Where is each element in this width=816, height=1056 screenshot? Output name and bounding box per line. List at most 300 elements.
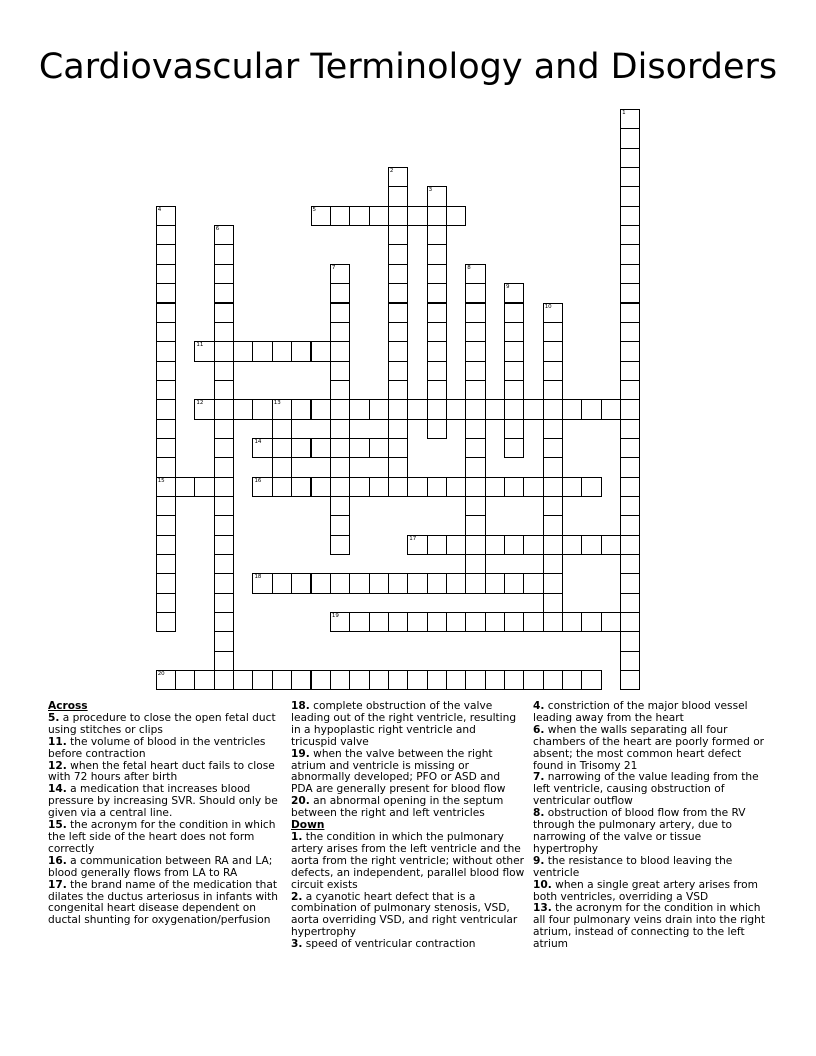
grid-cell[interactable] [156, 264, 176, 284]
grid-cell[interactable] [427, 535, 447, 555]
grid-cell[interactable] [620, 457, 640, 477]
grid-cell[interactable] [330, 341, 350, 361]
grid-cell[interactable] [156, 341, 176, 361]
grid-cell[interactable] [272, 419, 292, 439]
grid-cell[interactable] [465, 477, 485, 497]
grid-cell[interactable] [214, 244, 234, 264]
grid-cell[interactable] [465, 612, 485, 632]
grid-cell[interactable] [601, 612, 621, 632]
clue-across-16: 16. a communication between RA and LA; blood generally flows from LA to RA [48, 854, 273, 879]
grid-cell[interactable] [427, 206, 447, 226]
grid-cell[interactable] [156, 477, 176, 497]
grid-cell[interactable] [620, 341, 640, 361]
grid-cell[interactable] [543, 361, 563, 381]
grid-cell[interactable] [465, 554, 485, 574]
grid-cell[interactable] [349, 206, 369, 226]
grid-cell[interactable] [369, 438, 389, 458]
grid-cell[interactable] [543, 303, 563, 323]
clue-down-10: 10. when a single great artery arises from both ventricles, overriding a VSD [533, 878, 758, 903]
grid-cell[interactable] [465, 438, 485, 458]
clue-number: 10 [544, 303, 552, 310]
clue-number: 7 [331, 264, 336, 271]
grid-cell[interactable] [581, 612, 601, 632]
grid-cell[interactable] [156, 438, 176, 458]
grid-cell[interactable] [504, 670, 524, 690]
grid-cell[interactable] [388, 670, 408, 690]
grid-cell[interactable] [252, 341, 272, 361]
grid-cell[interactable] [194, 399, 214, 419]
grid-cell[interactable] [523, 670, 543, 690]
grid-cell[interactable] [252, 438, 272, 458]
grid-cell[interactable] [156, 573, 176, 593]
grid-cell[interactable] [330, 303, 350, 323]
grid-cell[interactable] [504, 438, 524, 458]
grid-cell[interactable] [214, 457, 234, 477]
grid-cell[interactable] [581, 477, 601, 497]
grid-cell[interactable] [543, 593, 563, 613]
grid-cell[interactable] [543, 535, 563, 555]
grid-cell[interactable] [504, 399, 524, 419]
grid-cell[interactable] [388, 438, 408, 458]
grid-cell[interactable] [291, 573, 311, 593]
grid-cell[interactable] [272, 341, 292, 361]
grid-cell[interactable] [252, 573, 272, 593]
grid-cell[interactable] [427, 399, 447, 419]
grid-cell[interactable] [485, 612, 505, 632]
grid-cell[interactable] [446, 399, 466, 419]
clue-across-15: 15. the acronym for the condition in which the left side of the heart does not form correctly [48, 819, 276, 855]
grid-cell[interactable] [465, 457, 485, 477]
grid-cell[interactable] [388, 612, 408, 632]
grid-cell[interactable] [543, 438, 563, 458]
grid-cell[interactable] [388, 186, 408, 206]
grid-cell[interactable] [388, 303, 408, 323]
grid-cell[interactable] [272, 573, 292, 593]
grid-cell[interactable] [504, 535, 524, 555]
grid-cell[interactable] [620, 477, 640, 497]
grid-cell[interactable] [504, 361, 524, 381]
grid-cell[interactable] [427, 477, 447, 497]
grid-cell[interactable] [291, 477, 311, 497]
grid-cell[interactable] [330, 515, 350, 535]
grid-cell[interactable] [349, 438, 369, 458]
grid-cell[interactable] [330, 477, 350, 497]
grid-cell[interactable] [620, 264, 640, 284]
grid-cell[interactable] [485, 573, 505, 593]
grid-cell[interactable] [175, 477, 195, 497]
grid-cell[interactable] [407, 206, 427, 226]
grid-cell[interactable] [543, 341, 563, 361]
grid-cell[interactable] [214, 438, 234, 458]
clue-number: 5 [312, 206, 316, 213]
grid-cell[interactable] [543, 457, 563, 477]
grid-cell[interactable] [388, 206, 408, 226]
grid-cell[interactable] [156, 419, 176, 439]
grid-cell[interactable] [543, 419, 563, 439]
grid-cell[interactable] [156, 303, 176, 323]
clue-number: 8 [467, 264, 471, 271]
grid-cell[interactable] [504, 341, 524, 361]
grid-cell[interactable] [388, 477, 408, 497]
grid-cell[interactable] [620, 225, 640, 245]
grid-cell[interactable] [620, 283, 640, 303]
grid-cell[interactable] [620, 244, 640, 264]
grid-cell[interactable] [620, 593, 640, 613]
grid-cell[interactable] [311, 573, 331, 593]
grid-cell[interactable] [620, 496, 640, 516]
grid-cell[interactable] [581, 670, 601, 690]
clue-number: 14 [254, 438, 262, 445]
grid-cell[interactable] [311, 399, 331, 419]
grid-cell[interactable] [156, 225, 176, 245]
grid-cell[interactable] [620, 167, 640, 187]
grid-cell[interactable] [562, 399, 582, 419]
clue-across-17: 17. the brand name of the medication that dilates the ductus arteriosus in infants with congenital heart disease dependent on ductal shunting for oxygenation/perfusion [48, 878, 278, 927]
grid-cell[interactable] [156, 322, 176, 342]
grid-cell[interactable] [369, 399, 389, 419]
grid-cell[interactable] [311, 477, 331, 497]
grid-cell[interactable] [562, 612, 582, 632]
grid-cell[interactable] [465, 419, 485, 439]
grid-cell[interactable] [156, 380, 176, 400]
grid-cell[interactable] [543, 573, 563, 593]
grid-cell[interactable] [620, 380, 640, 400]
grid-cell[interactable] [388, 380, 408, 400]
grid-cell[interactable] [349, 612, 369, 632]
grid-cell[interactable] [620, 612, 640, 632]
grid-cell[interactable] [272, 670, 292, 690]
grid-cell[interactable] [214, 225, 234, 245]
grid-cell[interactable] [214, 380, 234, 400]
grid-cell[interactable] [485, 535, 505, 555]
grid-cell[interactable] [311, 206, 331, 226]
grid-cell[interactable] [407, 573, 427, 593]
grid-cell[interactable] [620, 148, 640, 168]
grid-cell[interactable] [427, 303, 447, 323]
grid-cell[interactable] [620, 515, 640, 535]
grid-cell[interactable] [620, 670, 640, 690]
clue-across-14: 14. a medication that increases blood pressure by increasing SVR. Should only be given via a central line. [48, 783, 278, 820]
grid-cell[interactable] [543, 670, 563, 690]
grid-cell[interactable] [485, 399, 505, 419]
grid-cell[interactable] [291, 670, 311, 690]
grid-cell[interactable] [504, 303, 524, 323]
grid-cell[interactable] [233, 670, 253, 690]
grid-cell[interactable] [504, 322, 524, 342]
grid-cell[interactable] [272, 457, 292, 477]
grid-cell[interactable] [388, 264, 408, 284]
grid-cell[interactable] [311, 341, 331, 361]
grid-cell[interactable] [194, 341, 214, 361]
grid-cell[interactable] [272, 477, 292, 497]
grid-cell[interactable] [156, 457, 176, 477]
grid-cell[interactable] [427, 419, 447, 439]
grid-cell[interactable] [214, 535, 234, 555]
grid-cell[interactable] [427, 380, 447, 400]
grid-cell[interactable] [388, 361, 408, 381]
grid-cell[interactable] [156, 496, 176, 516]
grid-cell[interactable] [156, 399, 176, 419]
grid-cell[interactable] [388, 225, 408, 245]
grid-cell[interactable] [543, 515, 563, 535]
grid-cell[interactable] [562, 670, 582, 690]
clue-number: 20 [157, 671, 165, 678]
grid-cell[interactable] [620, 361, 640, 381]
grid-cell[interactable] [291, 341, 311, 361]
grid-cell[interactable] [349, 670, 369, 690]
clue-number: 13 [273, 400, 281, 407]
grid-cell[interactable] [504, 419, 524, 439]
grid-cell[interactable] [427, 225, 447, 245]
grid-cell[interactable] [156, 361, 176, 381]
grid-cell[interactable] [330, 535, 350, 555]
grid-cell[interactable] [349, 477, 369, 497]
grid-cell[interactable] [156, 554, 176, 574]
grid-cell[interactable] [446, 477, 466, 497]
grid-cell[interactable] [330, 457, 350, 477]
grid-cell[interactable] [620, 399, 640, 419]
grid-cell[interactable] [523, 612, 543, 632]
grid-cell[interactable] [620, 186, 640, 206]
grid-cell[interactable] [407, 670, 427, 690]
grid-cell[interactable] [523, 573, 543, 593]
grid-cell[interactable] [407, 399, 427, 419]
grid-cell[interactable] [523, 535, 543, 555]
grid-cell[interactable] [620, 535, 640, 555]
clue-across-18: 18. complete obstruction of the valve leading out of the right ventricle, resulting in a hypoplastic right ventricle and tricuspid valve [291, 700, 517, 748]
across-header: Across [48, 700, 88, 712]
grid-cell[interactable] [562, 535, 582, 555]
grid-cell[interactable] [427, 612, 447, 632]
grid-cell[interactable] [214, 631, 234, 651]
grid-cell[interactable] [620, 573, 640, 593]
grid-cell[interactable] [388, 167, 408, 187]
grid-cell[interactable] [465, 303, 485, 323]
grid-cell[interactable] [465, 264, 485, 284]
grid-cell[interactable] [427, 283, 447, 303]
grid-cell[interactable] [427, 670, 447, 690]
grid-cell[interactable] [330, 670, 350, 690]
grid-cell[interactable] [620, 322, 640, 342]
grid-cell[interactable] [427, 573, 447, 593]
grid-cell[interactable] [214, 283, 234, 303]
grid-cell[interactable] [272, 438, 292, 458]
grid-cell[interactable] [388, 399, 408, 419]
grid-cell[interactable] [369, 206, 389, 226]
grid-cell[interactable] [465, 341, 485, 361]
grid-cell[interactable] [427, 322, 447, 342]
grid-cell[interactable] [214, 361, 234, 381]
grid-cell[interactable] [465, 573, 485, 593]
grid-cell[interactable] [388, 341, 408, 361]
grid-cell[interactable] [252, 399, 272, 419]
grid-cell[interactable] [311, 670, 331, 690]
grid-cell[interactable] [465, 670, 485, 690]
grid-cell[interactable] [233, 341, 253, 361]
grid-cell[interactable] [388, 419, 408, 439]
grid-cell[interactable] [543, 477, 563, 497]
grid-cell[interactable] [543, 322, 563, 342]
grid-cell[interactable] [330, 206, 350, 226]
grid-cell[interactable] [330, 322, 350, 342]
down-header: Down [291, 819, 325, 832]
grid-cell[interactable] [504, 573, 524, 593]
grid-cell[interactable] [504, 612, 524, 632]
grid-cell[interactable] [465, 322, 485, 342]
grid-cell[interactable] [388, 457, 408, 477]
clue-number: 15 [157, 477, 165, 484]
clue-number: 4 [157, 206, 162, 213]
grid-cell[interactable] [427, 244, 447, 264]
grid-cell[interactable] [620, 419, 640, 439]
grid-cell[interactable] [214, 303, 234, 323]
grid-cell[interactable] [291, 399, 311, 419]
grid-cell[interactable] [194, 670, 214, 690]
clue-down-8: 8. obstruction of blood flow from the RV through the pulmonary artery, due to narrowing of the valve or tissue hypertrophy [533, 807, 746, 855]
grid-cell[interactable] [504, 477, 524, 497]
grid-cell[interactable] [156, 283, 176, 303]
grid-cell[interactable] [252, 477, 272, 497]
grid-cell[interactable] [330, 283, 350, 303]
grid-cell[interactable] [620, 206, 640, 226]
grid-cell[interactable] [214, 264, 234, 284]
grid-cell[interactable] [620, 303, 640, 323]
grid-cell[interactable] [388, 244, 408, 264]
grid-cell[interactable] [620, 109, 640, 129]
grid-cell[interactable] [369, 573, 389, 593]
grid-cell[interactable] [620, 651, 640, 671]
grid-cell[interactable] [446, 206, 466, 226]
clue-number: 18 [254, 574, 262, 581]
grid-cell[interactable] [214, 554, 234, 574]
clue-number: 1 [622, 110, 626, 116]
grid-cell[interactable] [156, 515, 176, 535]
grid-cell[interactable] [465, 361, 485, 381]
grid-cell[interactable] [465, 496, 485, 516]
grid-cell[interactable] [214, 399, 234, 419]
grid-cell[interactable] [601, 535, 621, 555]
grid-cell[interactable] [427, 186, 447, 206]
grid-cell[interactable] [214, 573, 234, 593]
grid-cell[interactable] [214, 670, 234, 690]
grid-cell[interactable] [330, 438, 350, 458]
grid-cell[interactable] [194, 477, 214, 497]
grid-cell[interactable] [407, 477, 427, 497]
grid-cell[interactable] [523, 477, 543, 497]
grid-cell[interactable] [214, 322, 234, 342]
grid-cell[interactable] [330, 612, 350, 632]
grid-cell[interactable] [465, 535, 485, 555]
grid-cell[interactable] [349, 573, 369, 593]
clues-column-3 [533, 701, 769, 951]
grid-cell[interactable] [156, 670, 176, 690]
grid-cell[interactable] [446, 612, 466, 632]
grid-cell[interactable] [156, 206, 176, 226]
grid-cell[interactable] [330, 264, 350, 284]
grid-cell[interactable] [175, 670, 195, 690]
grid-cell[interactable] [504, 283, 524, 303]
grid-cell[interactable] [620, 128, 640, 148]
grid-cell[interactable] [504, 380, 524, 400]
grid-cell[interactable] [311, 438, 331, 458]
grid-cell[interactable] [214, 496, 234, 516]
grid-cell[interactable] [543, 399, 563, 419]
grid-cell[interactable] [543, 612, 563, 632]
grid-cell[interactable] [214, 515, 234, 535]
grid-cell[interactable] [369, 612, 389, 632]
grid-cell[interactable] [349, 399, 369, 419]
grid-cell[interactable] [446, 573, 466, 593]
grid-cell[interactable] [156, 593, 176, 613]
grid-cell[interactable] [330, 573, 350, 593]
grid-cell[interactable] [465, 399, 485, 419]
grid-cell[interactable] [581, 399, 601, 419]
grid-cell[interactable] [252, 670, 272, 690]
grid-cell[interactable] [369, 477, 389, 497]
grid-cell[interactable] [465, 380, 485, 400]
grid-cell[interactable] [214, 593, 234, 613]
grid-cell[interactable] [214, 419, 234, 439]
grid-cell[interactable] [214, 651, 234, 671]
page-title: Cardiovascular Terminology and Disorders [38, 47, 778, 87]
grid-cell[interactable] [233, 399, 253, 419]
grid-cell[interactable] [388, 322, 408, 342]
grid-cell[interactable] [446, 535, 466, 555]
grid-cell[interactable] [427, 264, 447, 284]
grid-cell[interactable] [620, 631, 640, 651]
grid-cell[interactable] [214, 341, 234, 361]
grid-cell[interactable] [485, 477, 505, 497]
grid-cell[interactable] [330, 380, 350, 400]
grid-cell[interactable] [214, 612, 234, 632]
grid-cell[interactable] [620, 438, 640, 458]
clue-number: 3 [428, 187, 433, 194]
grid-cell[interactable] [581, 535, 601, 555]
grid-cell[interactable] [330, 399, 350, 419]
clues-column-1 [48, 701, 282, 927]
grid-cell[interactable] [465, 283, 485, 303]
grid-cell[interactable] [388, 283, 408, 303]
grid-cell[interactable] [272, 399, 292, 419]
grid-cell[interactable] [330, 496, 350, 516]
grid-cell[interactable] [485, 670, 505, 690]
clue-across-20: 20. an abnormal opening in the septum between the right and left ventricles [291, 795, 504, 820]
grid-cell[interactable] [465, 515, 485, 535]
grid-cell[interactable] [620, 554, 640, 574]
grid-cell[interactable] [523, 399, 543, 419]
grid-cell[interactable] [543, 380, 563, 400]
grid-cell[interactable] [214, 477, 234, 497]
grid-cell[interactable] [446, 670, 466, 690]
grid-cell[interactable] [427, 341, 447, 361]
grid-cell[interactable] [369, 670, 389, 690]
grid-cell[interactable] [601, 399, 621, 419]
grid-cell[interactable] [330, 419, 350, 439]
grid-cell[interactable] [156, 535, 176, 555]
grid-cell[interactable] [156, 244, 176, 264]
clue-number: 9 [506, 284, 510, 291]
grid-cell[interactable] [156, 612, 176, 632]
grid-cell[interactable] [543, 554, 563, 574]
grid-cell[interactable] [407, 535, 427, 555]
grid-cell[interactable] [427, 361, 447, 381]
grid-cell[interactable] [407, 612, 427, 632]
grid-cell[interactable] [330, 361, 350, 381]
grid-cell[interactable] [388, 573, 408, 593]
grid-cell[interactable] [291, 438, 311, 458]
grid-cell[interactable] [543, 496, 563, 516]
grid-cell[interactable] [562, 477, 582, 497]
